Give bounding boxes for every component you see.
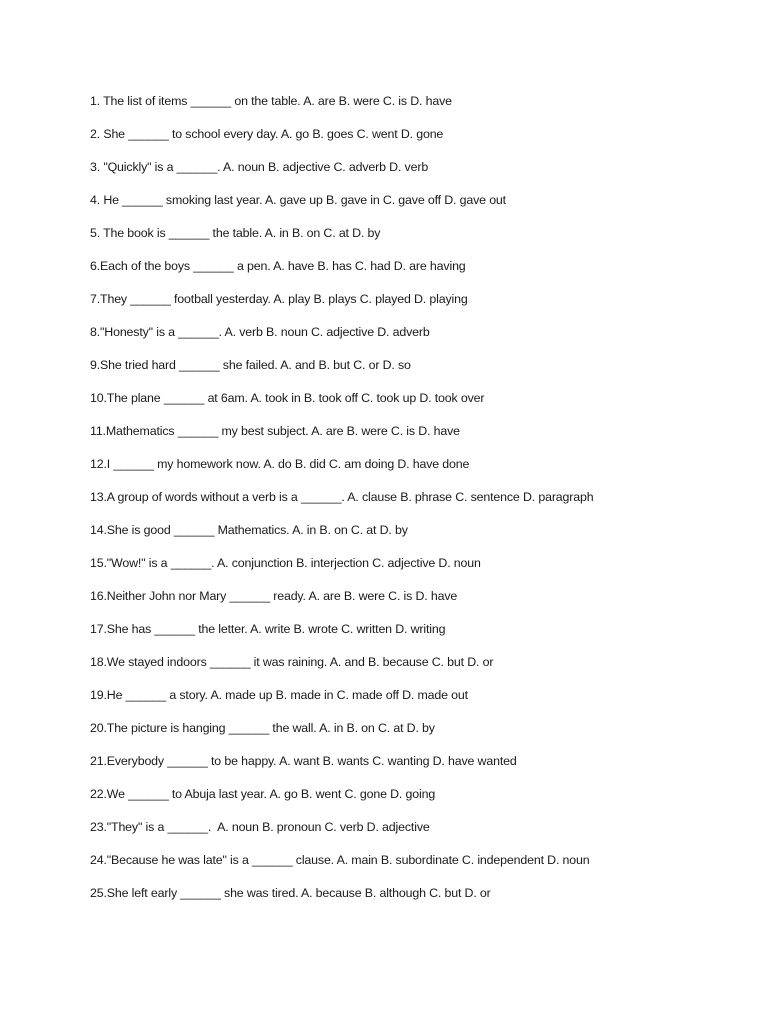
question-16: 16.Neither John nor Mary ______ ready. A. are B. were C. is D. have: [90, 589, 458, 603]
question-22: 22.We ______ to Abuja last year. A. go B. went C. gone D. going: [90, 787, 436, 801]
question-8: 8."Honesty" is a ______. A. verb B. noun C. adjective D. adverb: [90, 325, 430, 339]
question-2: 2. She ______ to school every day. A. go B. goes C. went D. gone: [90, 127, 444, 141]
question-3: 3. "Quickly" is a ______. A. noun B. adjective C. adverb D. verb: [90, 160, 429, 174]
question-19: 19.He ______ a story. A. made up B. made in C. made off D. made out: [90, 688, 468, 702]
question-6: 6.Each of the boys ______ a pen. A. have B. has C. had D. are having: [90, 259, 466, 273]
question-13: 13.A group of words without a verb is a ______. A. clause B. phrase C. sentence D. paragraph: [90, 490, 594, 504]
question-18: 18.We stayed indoors ______ it was raining. A. and B. because C. but D. or: [90, 655, 494, 669]
question-10: 10.The plane ______ at 6am. A. took in B. took off C. took up D. took over: [90, 391, 485, 405]
question-24: 24."Because he was late" is a ______ clause. A. main B. subordinate C. independent D. noun: [90, 853, 590, 867]
question-25: 25.She left early ______ she was tired. A. because B. although C. but D. or: [90, 886, 491, 900]
question-5: 5. The book is ______ the table. A. in B. on C. at D. by: [90, 226, 381, 240]
question-17: 17.She has ______ the letter. A. write B. wrote C. written D. writing: [90, 622, 446, 636]
question-15: 15."Wow!" is a ______. A. conjunction B. interjection C. adjective D. noun: [90, 556, 481, 570]
question-11: 11.Mathematics ______ my best subject. A. are B. were C. is D. have: [90, 424, 460, 438]
question-14: 14.She is good ______ Mathematics. A. in B. on C. at D. by: [90, 523, 408, 537]
question-23: 23."They" is a ______. A. noun B. pronoun C. verb D. adjective: [90, 820, 430, 834]
question-21: 21.Everybody ______ to be happy. A. want B. wants C. wanting D. have wanted: [90, 754, 517, 768]
question-9: 9.She tried hard ______ she failed. A. and B. but C. or D. so: [90, 358, 411, 372]
question-list: [90, 91, 730, 916]
question-7: 7.They ______ football yesterday. A. play B. plays C. played D. playing: [90, 292, 468, 306]
question-1: 1. The list of items ______ on the table. A. are B. were C. is D. have: [90, 94, 452, 108]
question-20: 20.The picture is hanging ______ the wall. A. in B. on C. at D. by: [90, 721, 435, 735]
question-4: 4. He ______ smoking last year. A. gave up B. gave in C. gave off D. gave out: [90, 193, 506, 207]
question-12: 12.I ______ my homework now. A. do B. did C. am doing D. have done: [90, 457, 470, 471]
